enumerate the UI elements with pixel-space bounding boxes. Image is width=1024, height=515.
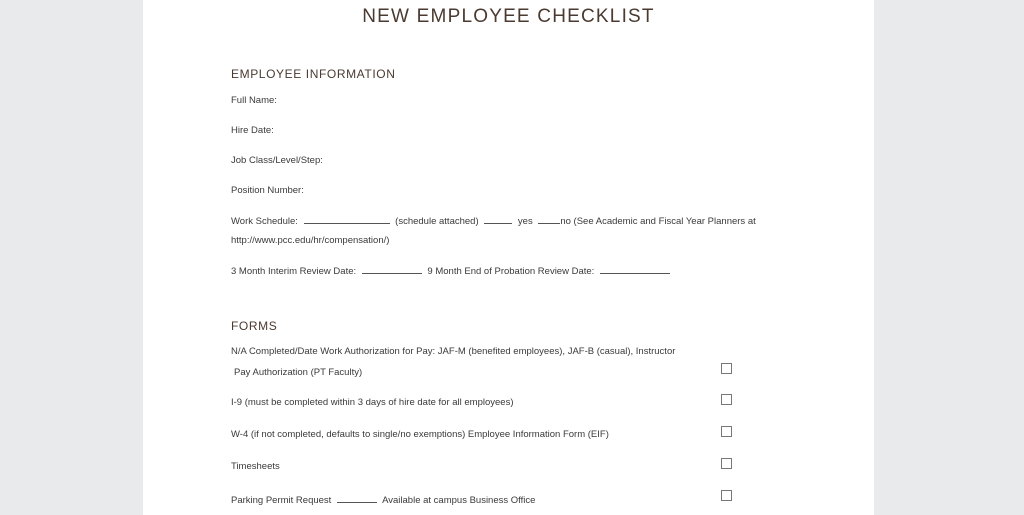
compensation-url: http://www.pcc.edu/hr/compensation/) — [231, 235, 390, 246]
document-page — [143, 0, 874, 515]
work-authorization-checkbox[interactable] — [721, 363, 732, 374]
w4-checkbox[interactable] — [721, 426, 732, 437]
form-item-parking — [231, 493, 535, 506]
schedule-no-note: no (See Academic and Fiscal Year Planners at — [560, 216, 756, 227]
position-number-label: Position Number: — [231, 185, 304, 196]
job-class-label: Job Class/Level/Step: — [231, 155, 323, 166]
hire-date-label: Hire Date: — [231, 125, 274, 136]
parking-permit-blank[interactable] — [337, 493, 377, 503]
work-schedule-line — [231, 214, 756, 227]
interim-review-label: 3 Month Interim Review Date: — [231, 266, 357, 277]
employee-information-heading: EMPLOYEE INFORMATION — [231, 67, 396, 81]
work-schedule-label: Work Schedule: — [231, 216, 298, 227]
schedule-no-blank[interactable] — [538, 214, 560, 224]
timesheets-checkbox[interactable] — [721, 458, 732, 469]
parking-permit-note: Available at campus Business Office — [382, 495, 536, 506]
form-item-w4: W-4 (if not completed, defaults to single/no exemptions) Employee Information Form (EIF) — [231, 429, 609, 440]
form-item-timesheets: Timesheets — [231, 461, 280, 472]
work-schedule-blank[interactable] — [304, 214, 390, 224]
schedule-yes-text: yes — [517, 216, 533, 227]
i9-checkbox[interactable] — [721, 394, 732, 405]
form-item-work-authorization-line2: Pay Authorization (PT Faculty) — [234, 367, 363, 378]
full-name-label: Full Name: — [231, 95, 277, 106]
schedule-yes-blank[interactable] — [484, 214, 512, 224]
interim-review-blank[interactable] — [362, 264, 422, 274]
forms-heading: FORMS — [231, 319, 278, 333]
parking-permit-label: Parking Permit Request — [231, 495, 332, 506]
form-item-i9: I-9 (must be completed within 3 days of hire date for all employees) — [231, 397, 514, 408]
schedule-attached-text: (schedule attached) — [395, 216, 479, 227]
review-dates-line — [231, 264, 673, 277]
probation-review-blank[interactable] — [600, 264, 670, 274]
form-item-work-authorization-line1: N/A Completed/Date Work Authorization for Pay: JAF-M (benefited employees), JAF-B (casual), Instructor — [231, 346, 676, 357]
page-title: NEW EMPLOYEE CHECKLIST — [362, 6, 655, 27]
probation-review-label: 9 Month End of Probation Review Date: — [427, 266, 595, 277]
parking-checkbox[interactable] — [721, 490, 732, 501]
